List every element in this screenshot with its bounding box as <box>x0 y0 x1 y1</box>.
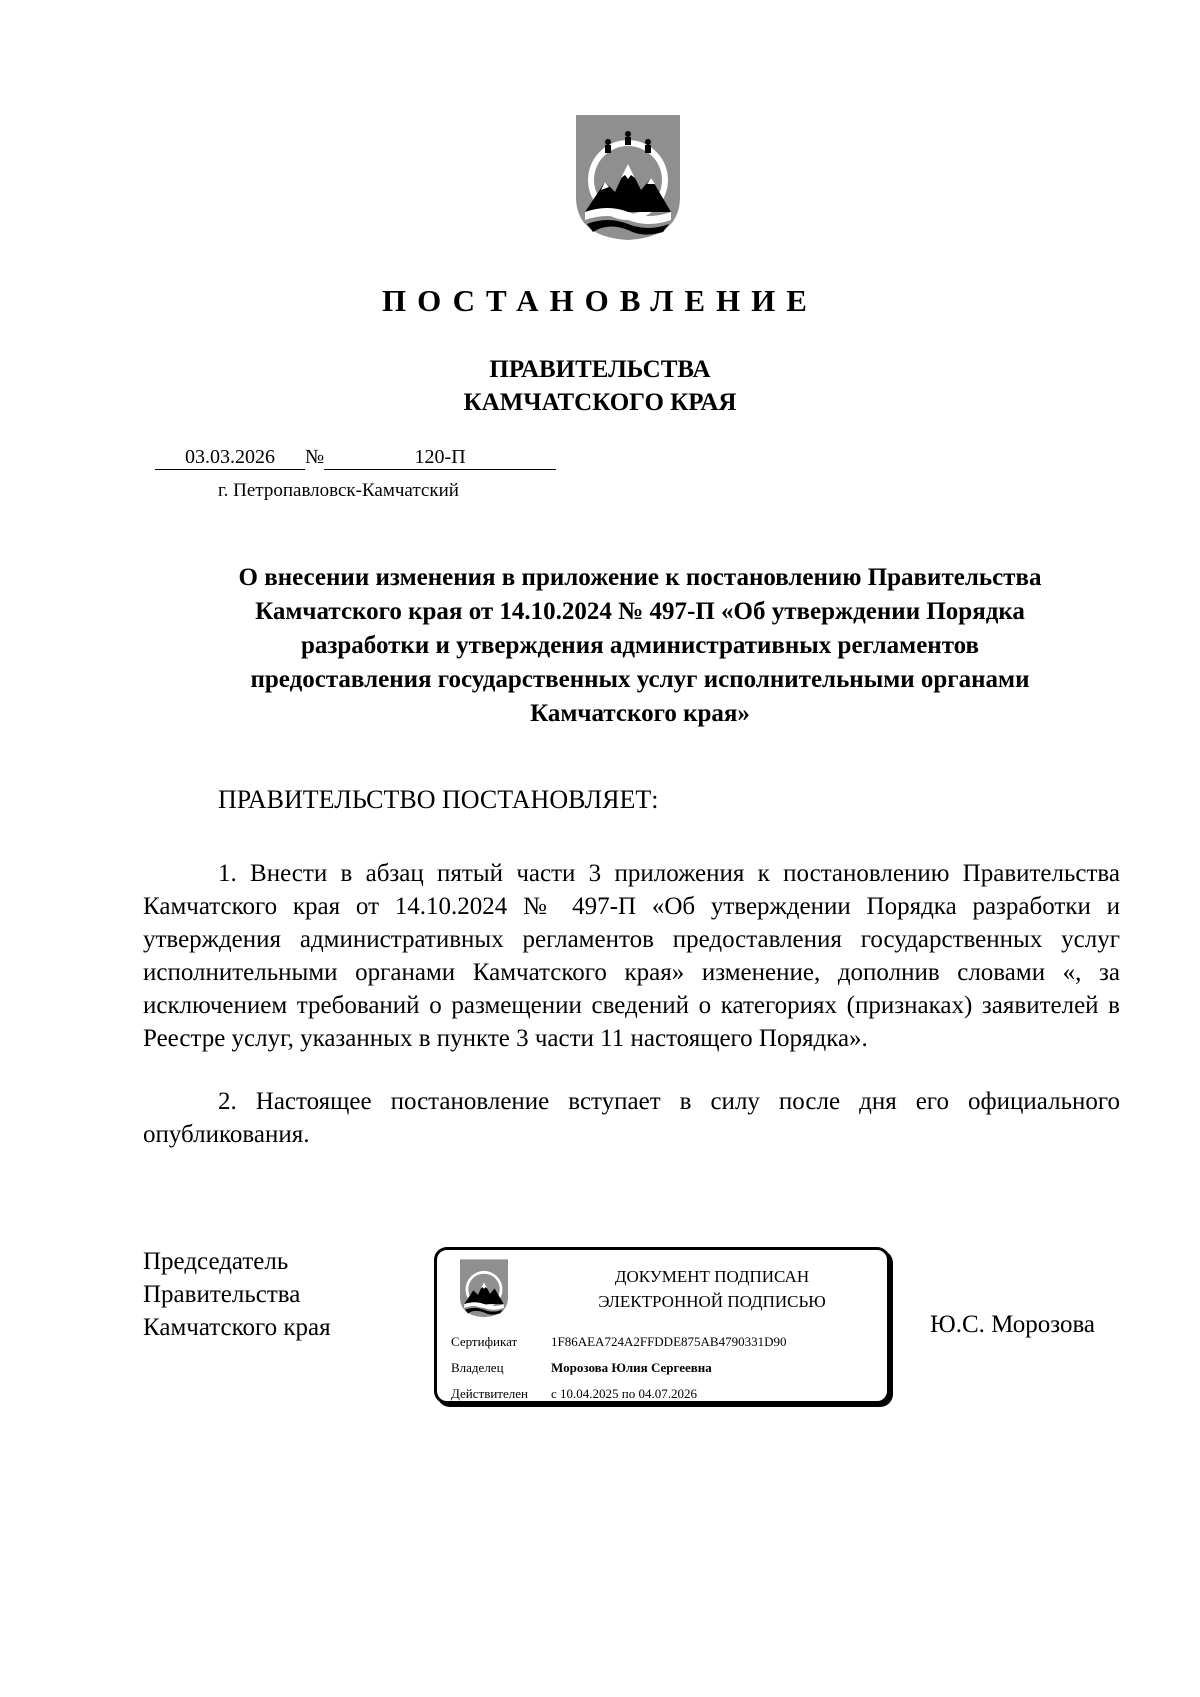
owner-value: Морозова Юлия Сергеевна <box>551 1360 712 1375</box>
document-number: 120-П <box>324 446 556 470</box>
coat-of-arms-icon <box>573 112 683 242</box>
signer-title <box>143 1245 331 1344</box>
signer-name: Ю.С. Морозова <box>930 1311 1096 1338</box>
document-type: ПОСТАНОВЛЕНИЕ <box>382 283 818 318</box>
signer-title-line: Камчатского края <box>143 1314 331 1341</box>
owner-label: Владелец <box>451 1360 504 1375</box>
document-date: 03.03.2026 <box>155 446 305 470</box>
coat-of-arms-icon <box>455 1258 513 1318</box>
paragraph-2: 2. Настоящее постановление вступает в силу после дня его официального опубликования. <box>143 1088 1120 1148</box>
stamp-heading-line: ЭЛЕКТРОННОЙ ПОДПИСЬЮ <box>598 1292 826 1311</box>
paragraph-1: 1. Внести в абзац пятый части 3 приложения к постановлению Правительства Камчатского края от 14.10.2024 № 497-П «Об утверждении Порядка разработки и утверждения административных регламентов предоставления государственных услуг исполнительными органами Камчатского края» изменение, дополнив словами «, за исключением требований о размещении сведений о категориях (признаках) заявителей в Реестре услуг, указанных в пункте 3 части 11 настоящего Порядка». <box>143 860 1120 1052</box>
stamp-heading <box>542 1264 882 1314</box>
signer-title-line: Правительства <box>143 1281 301 1308</box>
number-label: № <box>305 446 325 468</box>
validity-label: Действителен <box>451 1386 528 1401</box>
title-line: Камчатского края от 14.10.2024 № 497-П «Об утверждении Порядка <box>255 598 1025 625</box>
document-title <box>160 561 1120 731</box>
certificate-label: Сертификат <box>451 1334 518 1349</box>
title-line: разработки и утверждения административных регламентов <box>300 632 980 659</box>
issuer-line: КАМЧАТСКОГО КРАЯ <box>463 389 737 416</box>
stamp-validity-row <box>451 1386 697 1402</box>
title-line: О внесении изменения в приложение к постановлению Правительства <box>238 564 1042 591</box>
title-line: Камчатского края» <box>530 700 750 727</box>
issuer <box>0 353 1200 419</box>
electronic-signature-stamp <box>434 1247 890 1404</box>
place-of-issue: г. Петропавловск-Камчатский <box>218 480 459 501</box>
date-number-row <box>155 446 556 470</box>
stamp-heading-line: ДОКУМЕНТ ПОДПИСАН <box>614 1267 810 1286</box>
title-line: предоставления государственных услуг исполнительными органами <box>250 666 1030 693</box>
decree-heading: ПРАВИТЕЛЬСТВО ПОСТАНОВЛЯЕТ: <box>218 785 659 814</box>
issuer-line: ПРАВИТЕЛЬСТВА <box>489 356 711 383</box>
stamp-certificate-row <box>451 1334 786 1350</box>
stamp-owner-row <box>451 1360 712 1376</box>
validity-value: с 10.04.2025 по 04.07.2026 <box>551 1386 697 1401</box>
certificate-value: 1F86AEA724A2FFDDE875AB4790331D90 <box>551 1334 787 1349</box>
signer-title-line: Председатель <box>143 1248 289 1275</box>
